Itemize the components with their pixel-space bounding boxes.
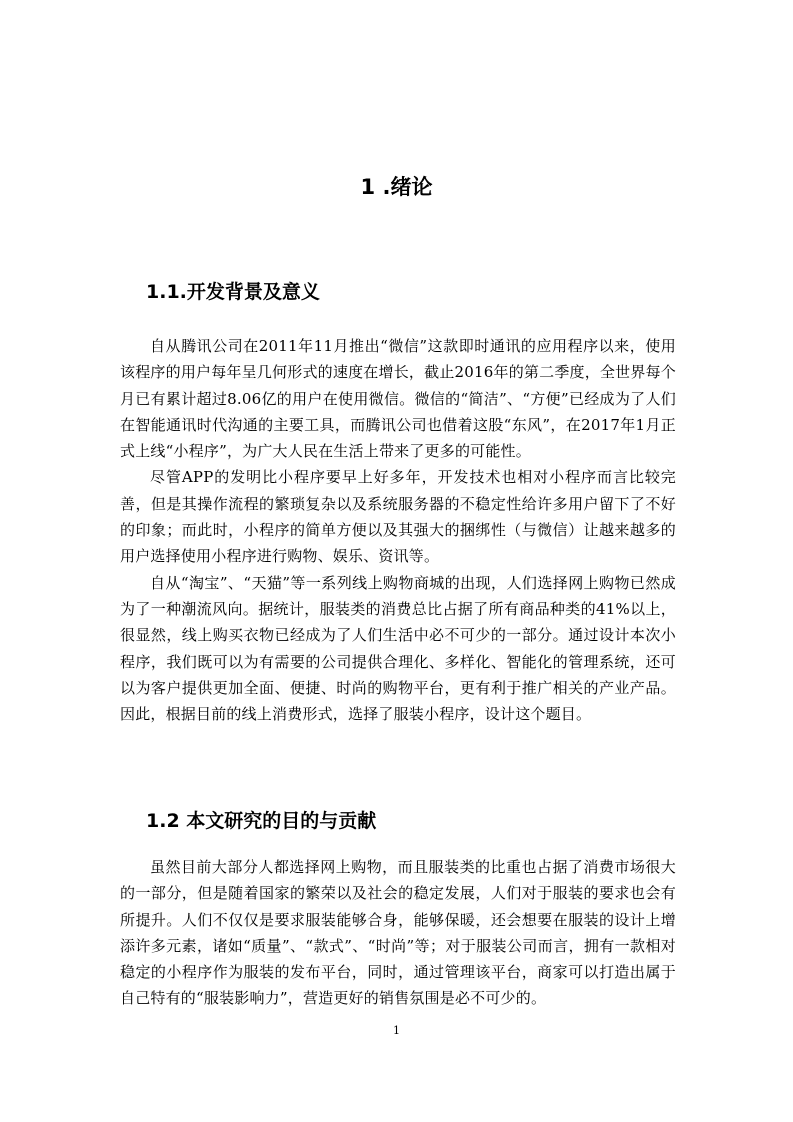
section-heading-purpose: 1.2 本文研究的目的与贡献 xyxy=(146,810,377,832)
paragraph: 自从腾讯公司在2011年11月推出“微信”这款即时通讯的应用程序以来，使用该程序的用户每年呈几何形式的速度在增长，截止2016年的第二季度，全世界每个月已有累计超过8.06亿的用户在使用微信。微信的“简洁”、“方便”已经成为了人们在智能通讯时代沟通的主要工具，而腾讯公司也借着这股“东风”，在2017年1月正式上线“小程序”，为广大人民在生活上带来了更多的可能性。 xyxy=(120,337,676,461)
paragraph: 虽然目前大部分人都选择网上购物，而且服装类的比重也占据了消费市场很大的一部分，但是随着国家的繁荣以及社会的稳定发展，人们对于服装的要求也会有所提升。人们不仅仅是要求服装能够合身，能够保暖，还会想要在服装的设计上增添许多元素，诸如“质量”、“款式”、“时尚”等；对于服装公司而言，拥有一款相对稳定的小程序作为服装的发布平台，同时，通过管理该平台，商家可以打造出属于自己特有的“服装影响力”，营造更好的销售氛围是必不可少的。 xyxy=(120,858,676,1008)
section-body-purpose xyxy=(120,854,676,1012)
chapter-title: 1 .绪论 xyxy=(360,175,433,199)
page-number: 1 xyxy=(393,1024,400,1037)
paragraph: 自从“淘宝”、“天猫”等一系列线上购物商城的出现，人们选择网上购物已然成为了一种潮流风向。据统计，服装类的消费总比占据了所有商品种类的41%以上，很显然，线上购买衣物已经成为了人们生活中必不可少的一部分。通过设计本次小程序，我们既可以为有需要的公司提供合理化、多样化、智能化的管理系统，还可以为客户提供更加全面、便捷、时尚的购物平台，更有利于推广相关的产业产品。因此，根据目前的线上消费形式，选择了服装小程序，设计这个题目。 xyxy=(120,573,676,724)
section-body-background xyxy=(120,333,676,727)
paragraph: 尽管APP的发明比小程序要早上好多年，开发技术也相对小程序而言比较完善，但是其操作流程的繁琐复杂以及系统服务器的不稳定性给许多用户留下了不好的印象；而此时，小程序的简单方便以及其强大的捆绑性（与微信）让越来越多的用户选择使用小程序进行购物、娱乐、资讯等。 xyxy=(120,468,676,566)
section-heading-background: 1.1.开发背景及意义 xyxy=(146,281,320,303)
